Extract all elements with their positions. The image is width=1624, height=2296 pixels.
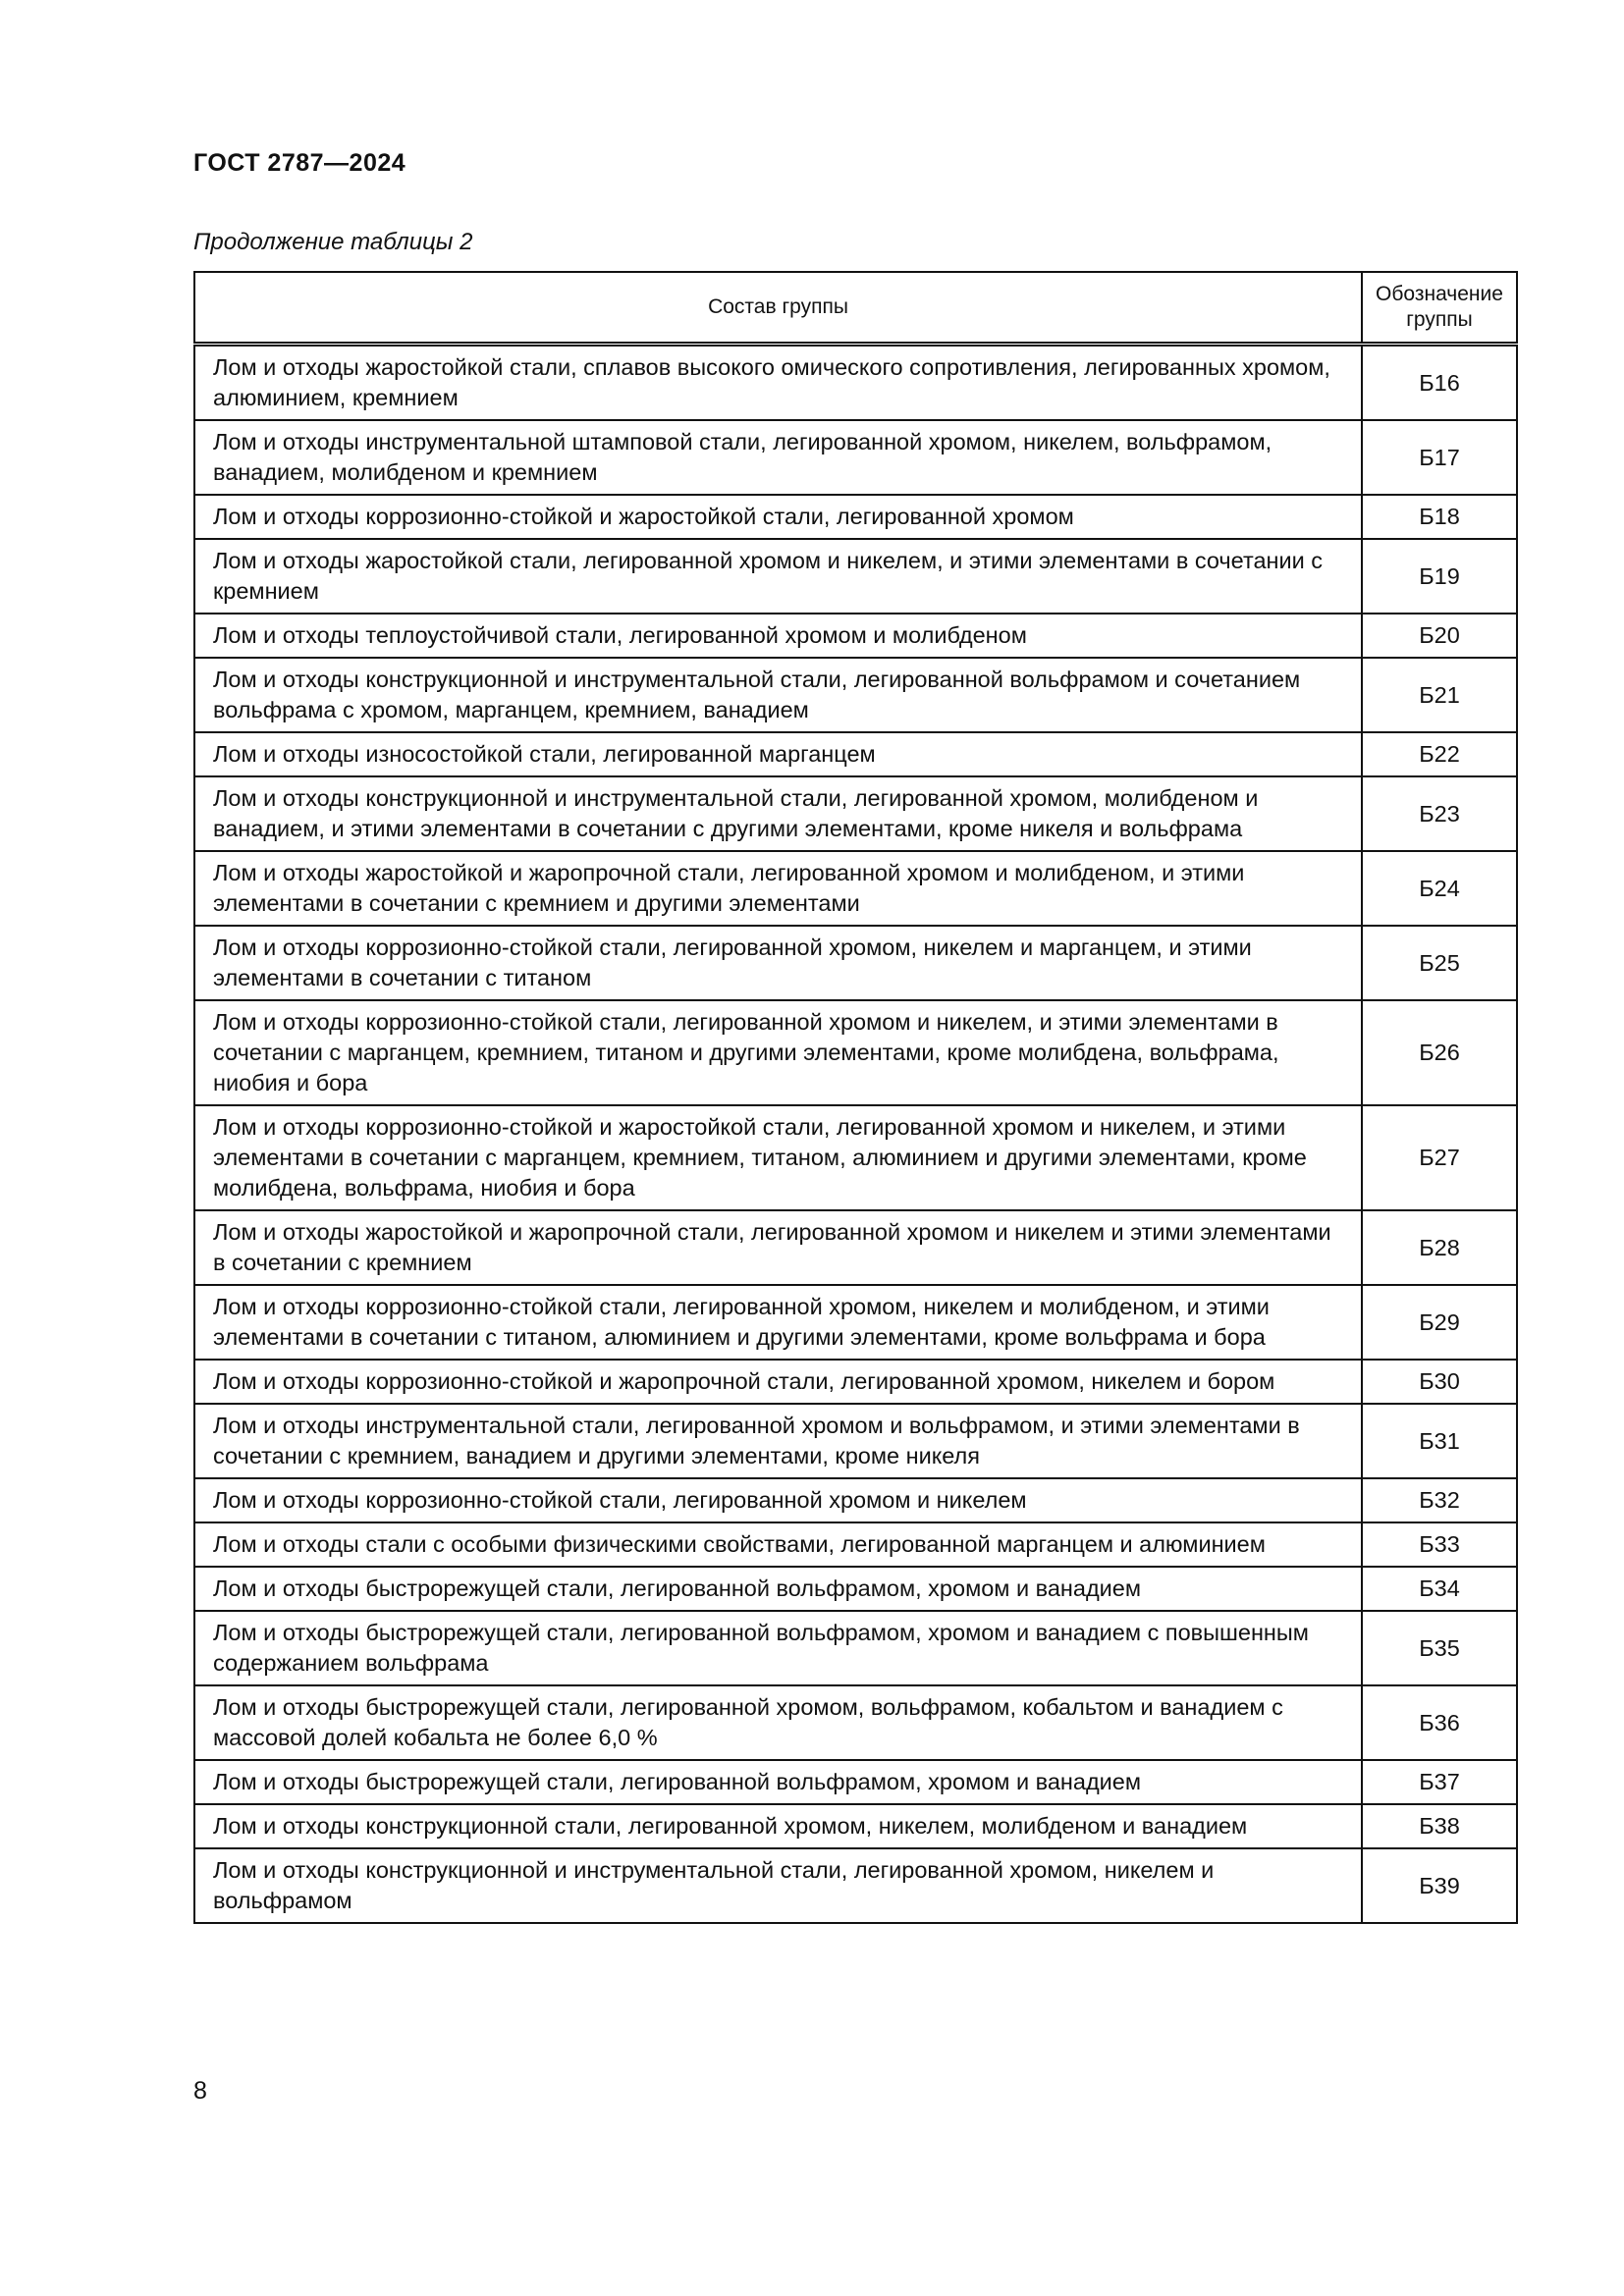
group-composition-cell: Лом и отходы быстрорежущей стали, легированной вольфрамом, хромом и ванадием bbox=[194, 1567, 1362, 1611]
table-row bbox=[194, 1567, 1517, 1611]
table-row bbox=[194, 495, 1517, 539]
group-designation-cell: Б20 bbox=[1362, 614, 1517, 658]
group-designation-cell: Б26 bbox=[1362, 1000, 1517, 1105]
table-row bbox=[194, 776, 1517, 851]
group-composition-cell: Лом и отходы коррозионно-стойкой и жаростойкой стали, легированной хромом и никелем, и этими элементами в сочетании с марганцем, кремнием, титаном, алюминием и другими элементами, кроме молибдена, вольфрама, ниобия и бора bbox=[194, 1105, 1362, 1210]
group-designation-cell: Б38 bbox=[1362, 1804, 1517, 1848]
group-composition-cell: Лом и отходы коррозионно-стойкой и жаростойкой стали, легированной хромом bbox=[194, 495, 1362, 539]
table-row bbox=[194, 1848, 1517, 1923]
group-composition-cell: Лом и отходы жаростойкой стали, сплавов высокого омического сопротивления, легированных хромом, алюминием, кремнием bbox=[194, 345, 1362, 421]
group-composition-cell: Лом и отходы инструментальной штамповой стали, легированной хромом, никелем, вольфрамом, ванадием, молибденом и кремнием bbox=[194, 420, 1362, 495]
group-designation-cell: Б19 bbox=[1362, 539, 1517, 614]
group-designation-cell: Б35 bbox=[1362, 1611, 1517, 1685]
table-row bbox=[194, 1611, 1517, 1685]
page-number: 8 bbox=[193, 2077, 207, 2105]
table-body bbox=[194, 345, 1517, 1924]
group-composition-cell: Лом и отходы конструкционной стали, легированной хромом, никелем, молибденом и ванадием bbox=[194, 1804, 1362, 1848]
group-composition-cell: Лом и отходы коррозионно-стойкой стали, легированной хромом и никелем, и этими элементами в сочетании с марганцем, кремнием, титаном и другими элементами, кроме молибдена, вольфрама, ниобия и бора bbox=[194, 1000, 1362, 1105]
table-row bbox=[194, 1804, 1517, 1848]
table-row bbox=[194, 1522, 1517, 1567]
table-row bbox=[194, 1105, 1517, 1210]
group-designation-cell: Б36 bbox=[1362, 1685, 1517, 1760]
group-designation-cell: Б23 bbox=[1362, 776, 1517, 851]
table-header-row bbox=[194, 272, 1517, 345]
group-designation-cell: Б30 bbox=[1362, 1360, 1517, 1404]
group-designation-cell: Б22 bbox=[1362, 732, 1517, 776]
group-composition-cell: Лом и отходы теплоустойчивой стали, легированной хромом и молибденом bbox=[194, 614, 1362, 658]
table-row bbox=[194, 1404, 1517, 1478]
group-composition-cell: Лом и отходы жаростойкой стали, легированной хромом и никелем, и этими элементами в сочетании с кремнием bbox=[194, 539, 1362, 614]
column-header-composition: Состав группы bbox=[194, 272, 1362, 345]
group-designation-cell: Б17 bbox=[1362, 420, 1517, 495]
group-composition-cell: Лом и отходы конструкционной и инструментальной стали, легированной хромом, никелем и вольфрамом bbox=[194, 1848, 1362, 1923]
group-composition-cell: Лом и отходы износостойкой стали, легированной марганцем bbox=[194, 732, 1362, 776]
table-row bbox=[194, 614, 1517, 658]
group-composition-cell: Лом и отходы быстрорежущей стали, легированной вольфрамом, хромом и ванадием bbox=[194, 1760, 1362, 1804]
table-row bbox=[194, 539, 1517, 614]
group-designation-cell: Б18 bbox=[1362, 495, 1517, 539]
table-row bbox=[194, 1210, 1517, 1285]
group-table bbox=[193, 271, 1518, 1924]
group-composition-cell: Лом и отходы конструкционной и инструментальной стали, легированной хромом, молибденом и ванадием, и этими элементами в сочетании с другими элементами, кроме никеля и вольфрама bbox=[194, 776, 1362, 851]
table-row bbox=[194, 926, 1517, 1000]
group-composition-cell: Лом и отходы коррозионно-стойкой стали, легированной хромом, никелем и марганцем, и этими элементами в сочетании с титаном bbox=[194, 926, 1362, 1000]
group-composition-cell: Лом и отходы быстрорежущей стали, легированной хромом, вольфрамом, кобальтом и ванадием с массовой долей кобальта не более 6,0 % bbox=[194, 1685, 1362, 1760]
group-designation-cell: Б21 bbox=[1362, 658, 1517, 732]
table-row bbox=[194, 420, 1517, 495]
table-row bbox=[194, 1685, 1517, 1760]
group-composition-cell: Лом и отходы жаростойкой и жаропрочной стали, легированной хромом и молибденом, и этими элементами в сочетании с кремнием и другими элементами bbox=[194, 851, 1362, 926]
group-composition-cell: Лом и отходы конструкционной и инструментальной стали, легированной вольфрамом и сочетанием вольфрама с хромом, марганцем, кремнием, ванадием bbox=[194, 658, 1362, 732]
table-row bbox=[194, 732, 1517, 776]
group-designation-cell: Б33 bbox=[1362, 1522, 1517, 1567]
table-row bbox=[194, 1285, 1517, 1360]
table-row bbox=[194, 1000, 1517, 1105]
table-row bbox=[194, 1360, 1517, 1404]
group-designation-cell: Б32 bbox=[1362, 1478, 1517, 1522]
group-designation-cell: Б28 bbox=[1362, 1210, 1517, 1285]
table-caption: Продолжение таблицы 2 bbox=[193, 229, 473, 255]
group-designation-cell: Б39 bbox=[1362, 1848, 1517, 1923]
group-composition-cell: Лом и отходы инструментальной стали, легированной хромом и вольфрамом, и этими элементами в сочетании с кремнием, ванадием и другими элементами, кроме никеля bbox=[194, 1404, 1362, 1478]
group-composition-cell: Лом и отходы коррозионно-стойкой стали, легированной хромом и никелем bbox=[194, 1478, 1362, 1522]
group-designation-cell: Б27 bbox=[1362, 1105, 1517, 1210]
group-designation-cell: Б31 bbox=[1362, 1404, 1517, 1478]
table-row bbox=[194, 851, 1517, 926]
group-designation-cell: Б16 bbox=[1362, 345, 1517, 421]
group-composition-cell: Лом и отходы коррозионно-стойкой и жаропрочной стали, легированной хромом, никелем и бором bbox=[194, 1360, 1362, 1404]
column-header-designation: Обозначение группы bbox=[1362, 272, 1517, 345]
group-designation-cell: Б25 bbox=[1362, 926, 1517, 1000]
table-row bbox=[194, 1760, 1517, 1804]
table-row bbox=[194, 345, 1517, 421]
group-composition-cell: Лом и отходы стали с особыми физическими свойствами, легированной марганцем и алюминием bbox=[194, 1522, 1362, 1567]
group-designation-cell: Б34 bbox=[1362, 1567, 1517, 1611]
group-composition-cell: Лом и отходы жаростойкой и жаропрочной стали, легированной хромом и никелем и этими элементами в сочетании с кремнием bbox=[194, 1210, 1362, 1285]
document-id: ГОСТ 2787—2024 bbox=[193, 149, 406, 177]
group-designation-cell: Б29 bbox=[1362, 1285, 1517, 1360]
group-designation-cell: Б24 bbox=[1362, 851, 1517, 926]
table-row bbox=[194, 1478, 1517, 1522]
group-composition-cell: Лом и отходы коррозионно-стойкой стали, легированной хромом, никелем и молибденом, и этими элементами в сочетании с титаном, алюминием и другими элементами, кроме вольфрама и бора bbox=[194, 1285, 1362, 1360]
table-row bbox=[194, 658, 1517, 732]
group-composition-cell: Лом и отходы быстрорежущей стали, легированной вольфрамом, хромом и ванадием с повышенным содержанием вольфрама bbox=[194, 1611, 1362, 1685]
group-designation-cell: Б37 bbox=[1362, 1760, 1517, 1804]
table-container bbox=[193, 271, 1516, 1924]
